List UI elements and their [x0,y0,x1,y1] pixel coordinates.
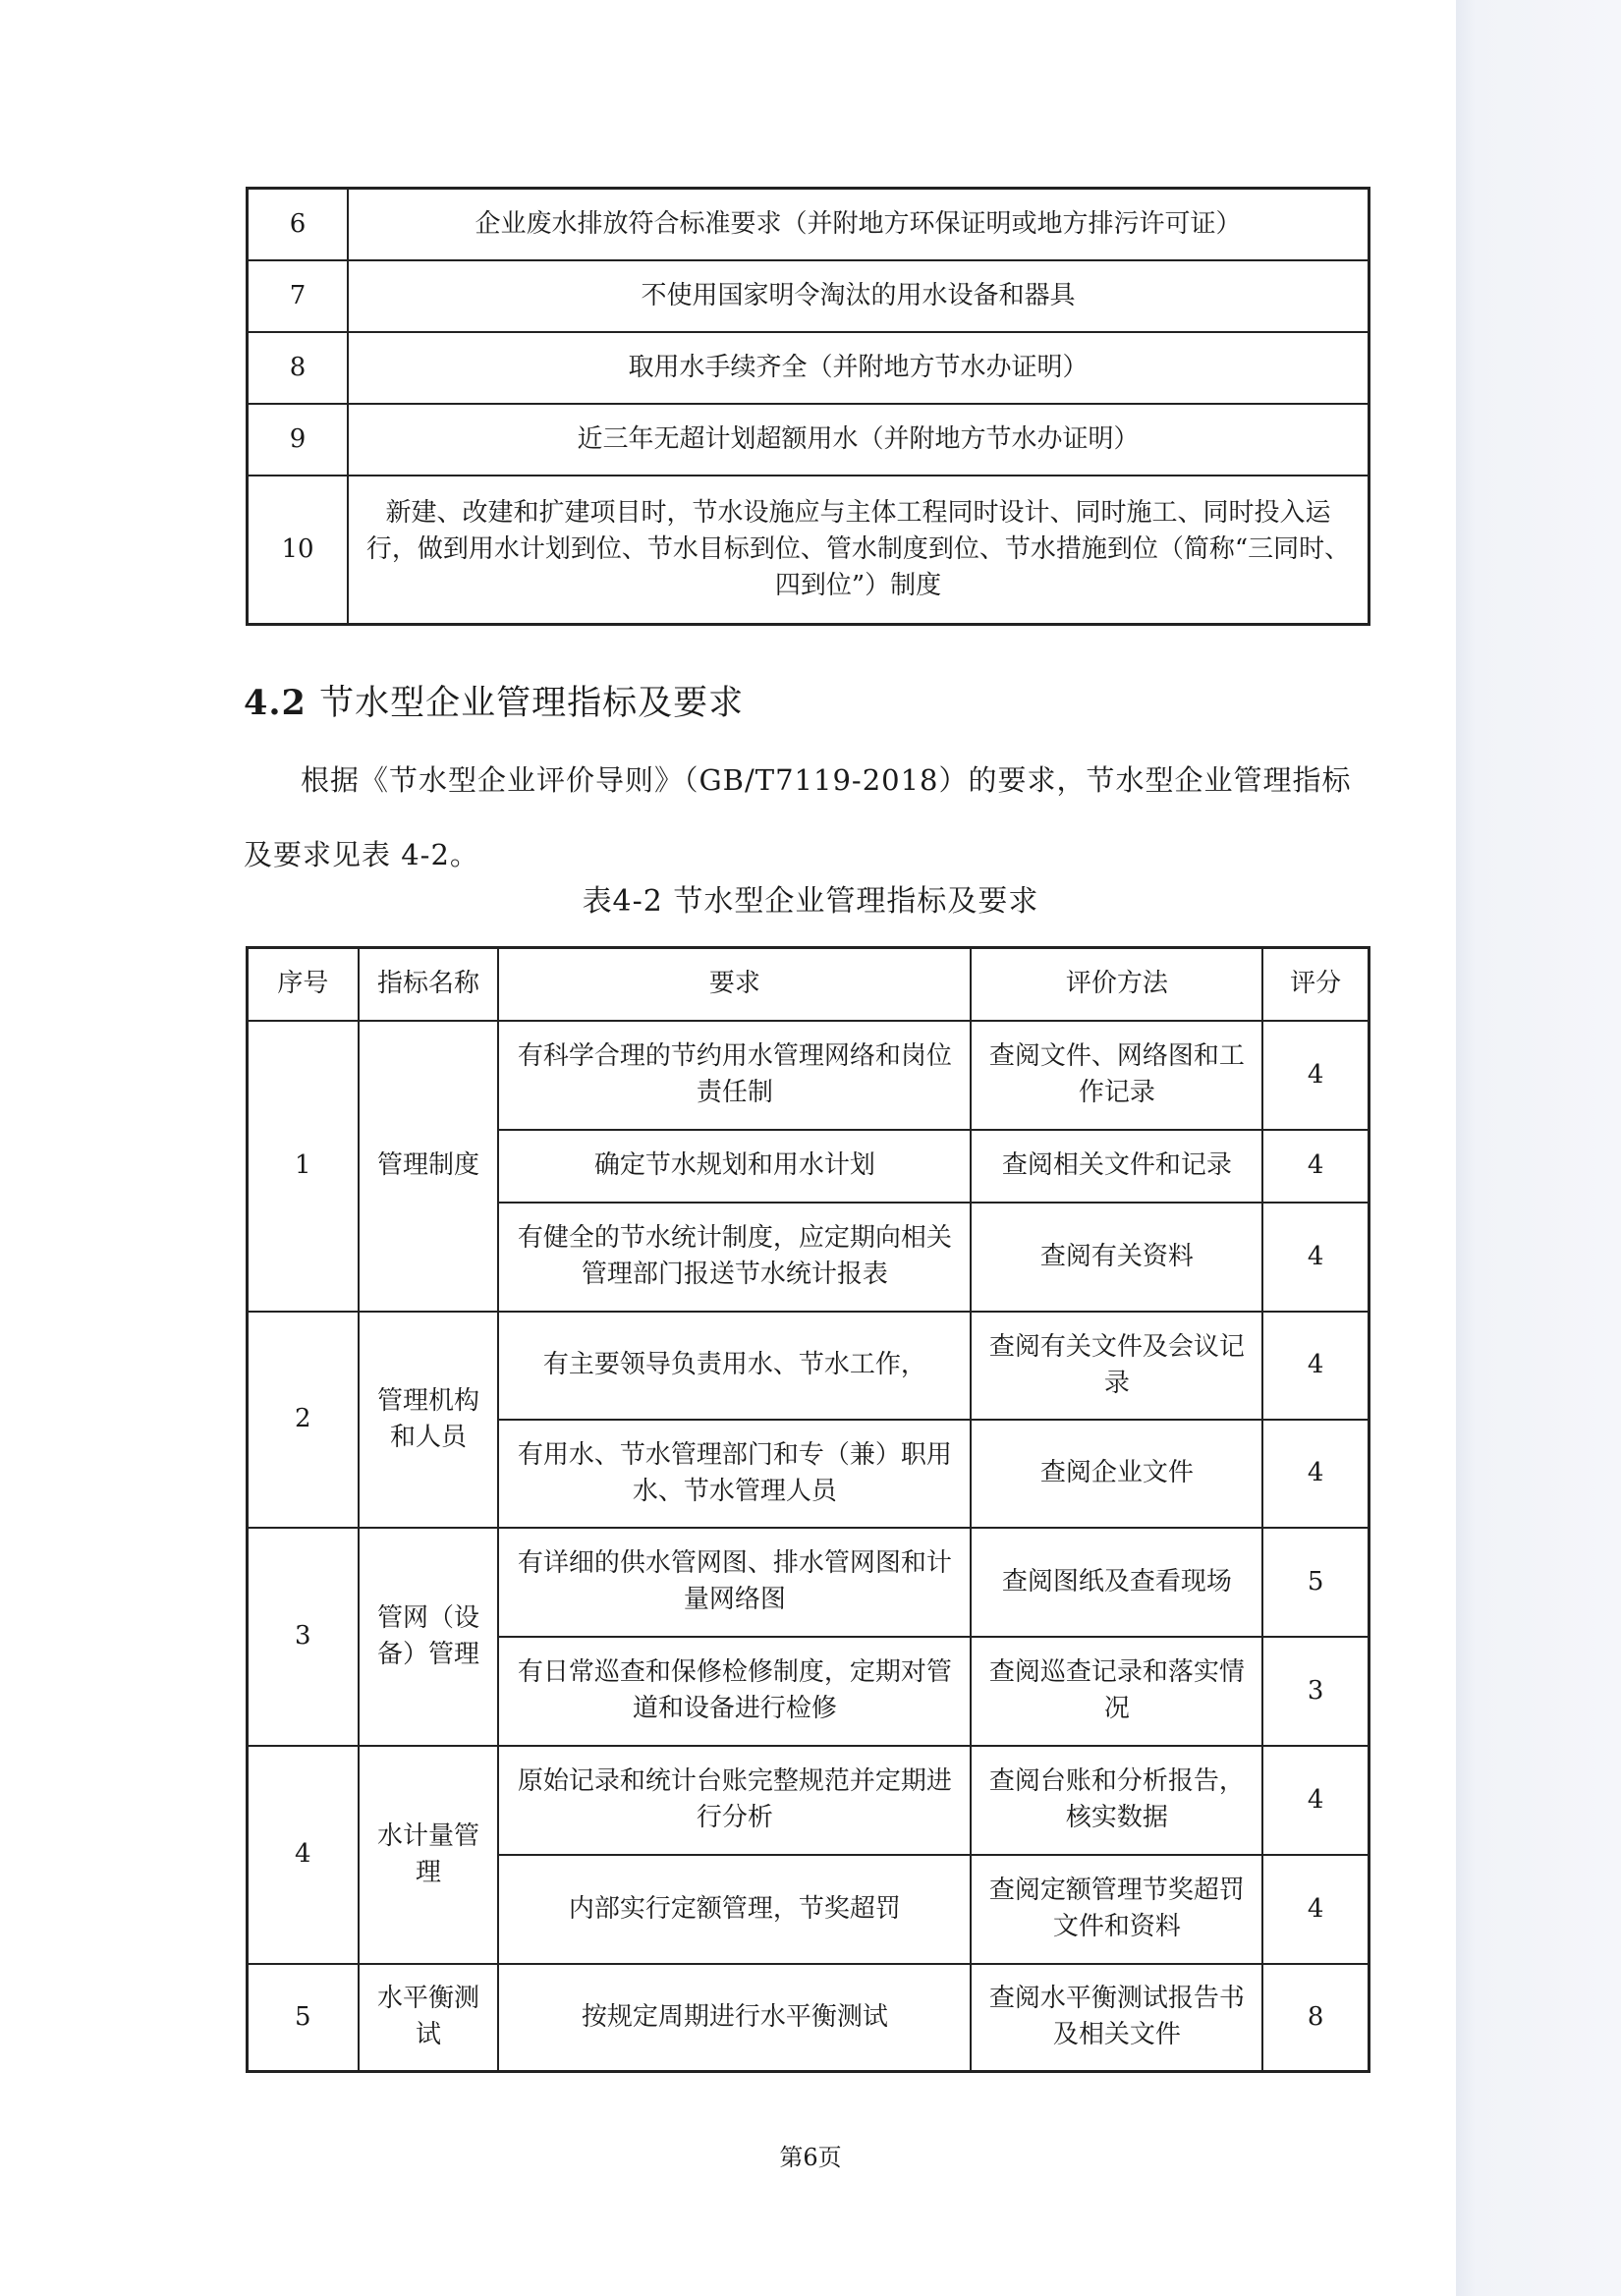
table-row [248,1964,1369,2072]
method-cell: 查阅台账和分析报告，核实数据 [971,1746,1262,1855]
table-row [248,189,1369,260]
group-name: 管网（设备）管理 [359,1528,499,1746]
score-cell: 4 [1262,1021,1369,1130]
row-text: 取用水手续齐全（并附地方节水办证明） [348,332,1369,404]
requirements-table-continued [246,187,1370,626]
row-number: 7 [248,260,349,332]
section-heading [244,676,744,725]
table-header-row [248,948,1369,1021]
row-number: 6 [248,189,349,260]
row-number: 9 [248,404,349,476]
group-seq: 3 [248,1528,359,1746]
group-name: 水平衡测试 [359,1964,499,2072]
group-name: 水计量管理 [359,1746,499,1964]
header-score: 评分 [1262,948,1369,1021]
requirement-cell: 内部实行定额管理，节奖超罚 [498,1855,971,1964]
method-cell: 查阅巡查记录和落实情况 [971,1637,1262,1746]
requirement-cell: 确定节水规划和用水计划 [498,1130,971,1203]
requirement-cell: 有用水、节水管理部门和专（兼）职用水、节水管理人员 [498,1420,971,1528]
method-cell: 查阅有关资料 [971,1203,1262,1312]
method-cell: 查阅有关文件及会议记录 [971,1312,1262,1420]
method-cell: 查阅图纸及查看现场 [971,1528,1262,1637]
table-row [248,1528,1369,1637]
header-requirement: 要求 [498,948,971,1021]
score-cell: 5 [1262,1528,1369,1637]
header-method: 评价方法 [971,948,1262,1021]
table-row [248,1021,1369,1130]
group-seq: 4 [248,1746,359,1964]
row-number: 10 [248,476,349,625]
table-row [248,332,1369,404]
management-indicators-table [246,946,1370,2073]
table-caption: 表4-2 节水型企业管理指标及要求 [582,884,1039,919]
row-number: 8 [248,332,349,404]
group-seq: 2 [248,1312,359,1528]
requirement-cell: 有科学合理的节约用水管理网络和岗位责任制 [498,1021,971,1130]
method-cell: 查阅文件、网络图和工作记录 [971,1021,1262,1130]
header-seq: 序号 [248,948,359,1021]
method-cell: 查阅相关文件和记录 [971,1130,1262,1203]
group-seq: 5 [248,1964,359,2072]
requirement-cell: 有详细的供水管网图、排水管网图和计量网络图 [498,1528,971,1637]
table-row [248,1746,1369,1855]
page-number: 第6页 [779,2144,842,2171]
row-text: 不使用国家明令淘汰的用水设备和器具 [348,260,1369,332]
score-cell: 4 [1262,1130,1369,1203]
requirement-cell: 原始记录和统计台账完整规范并定期进行分析 [498,1746,971,1855]
score-cell: 4 [1262,1746,1369,1855]
method-cell: 查阅水平衡测试报告书及相关文件 [971,1964,1262,2072]
score-cell: 4 [1262,1312,1369,1420]
section-title: 节水型企业管理指标及要求 [319,684,745,723]
row-text: 企业废水排放符合标准要求（并附地方环保证明或地方排污许可证） [348,189,1369,260]
group-seq: 1 [248,1021,359,1312]
method-cell: 查阅定额管理节奖超罚文件和资料 [971,1855,1262,1964]
row-text: 新建、改建和扩建项目时，节水设施应与主体工程同时设计、同时施工、同时投入运行，做到用水计划到位、节水目标到位、管水制度到位、节水措施到位（简称“三同时、四到位”）制度 [348,476,1369,625]
section-number: 4.2 [244,683,307,723]
table-row [248,1312,1369,1420]
requirement-cell: 有主要领导负责用水、节水工作， [498,1312,971,1420]
table-row [248,404,1369,476]
method-cell: 查阅企业文件 [971,1420,1262,1528]
table-row [248,476,1369,625]
score-cell: 3 [1262,1637,1369,1746]
table-row [248,260,1369,332]
header-name: 指标名称 [359,948,499,1021]
section-paragraph: 根据《节水型企业评价导则》（GB/T7119-2018）的要求，节水型企业管理指标及要求见表 4-2。 [244,763,1352,871]
row-text: 近三年无超计划超额用水（并附地方节水办证明） [348,404,1369,476]
score-cell: 4 [1262,1203,1369,1312]
score-cell: 4 [1262,1420,1369,1528]
score-cell: 8 [1262,1964,1369,2072]
scan-edge-shadow [1456,0,1621,2296]
requirement-cell: 按规定周期进行水平衡测试 [498,1964,971,2072]
group-name: 管理制度 [359,1021,499,1312]
requirement-cell: 有健全的节水统计制度，应定期向相关管理部门报送节水统计报表 [498,1203,971,1312]
score-cell: 4 [1262,1855,1369,1964]
requirement-cell: 有日常巡查和保修检修制度，定期对管道和设备进行检修 [498,1637,971,1746]
group-name: 管理机构和人员 [359,1312,499,1528]
